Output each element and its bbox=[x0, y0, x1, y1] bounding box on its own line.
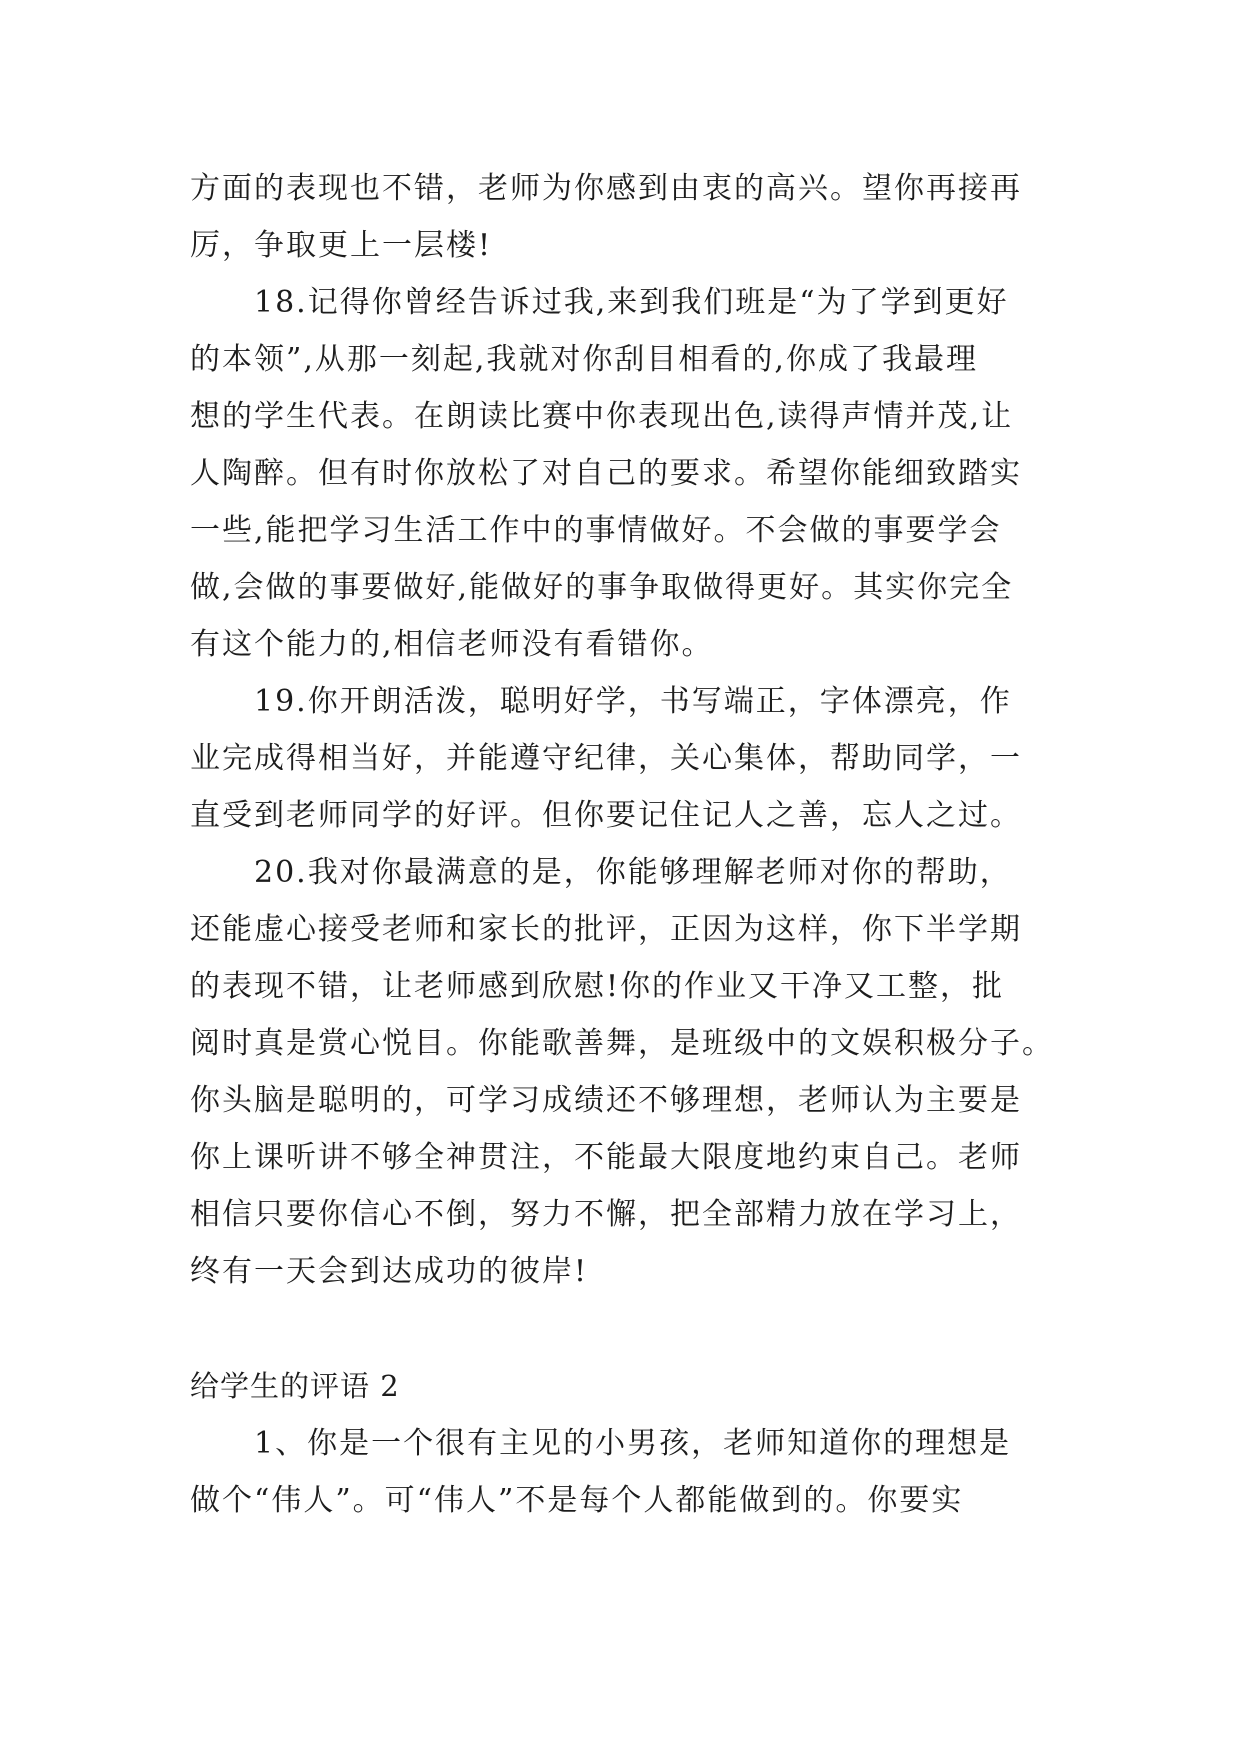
paragraph-19-start: 19.你开朗活泼，聪明好学，书写端正，字体漂亮，作 bbox=[254, 684, 1012, 719]
section-spacer bbox=[190, 1300, 1060, 1358]
document-body bbox=[190, 160, 1060, 1529]
text-line: 还能虚心接受老师和家长的批评，正因为这样，你下半学期 bbox=[190, 912, 1022, 947]
text-line: 方面的表现也不错，老师为你感到由衷的高兴。望你再接再 bbox=[190, 171, 1022, 206]
text-line: 业完成得相当好，并能遵守纪律，关心集体，帮助同学，一 bbox=[190, 741, 1022, 776]
text-line: 直受到老师同学的好评。但你要记住记人之善，忘人之过。 bbox=[190, 798, 1022, 833]
text-line: 终有一天会到达成功的彼岸! bbox=[190, 1254, 589, 1289]
text-line: 人陶醉。但有时你放松了对自己的要求。希望你能细致踏实 bbox=[190, 456, 1022, 491]
paragraph-18-start: 18.记得你曾经告诉过我,来到我们班是“为了学到更好 bbox=[254, 285, 1009, 320]
paragraph-20-start: 20.我对你最满意的是，你能够理解老师对你的帮助， bbox=[254, 855, 1012, 890]
paragraph-1-start: 1、你是一个很有主见的小男孩，老师知道你的理想是 bbox=[254, 1426, 1012, 1461]
text-line: 相信只要你信心不倒，努力不懈，把全部精力放在学习上， bbox=[190, 1197, 1022, 1232]
text-line: 一些,能把学习生活工作中的事情做好。不会做的事要学会 bbox=[190, 513, 1002, 548]
text-line: 有这个能力的,相信老师没有看错你。 bbox=[190, 627, 714, 662]
text-line: 你上课听讲不够全神贯注，不能最大限度地约束自己。老师 bbox=[190, 1140, 1022, 1175]
text-line: 你头脑是聪明的，可学习成绩还不够理想，老师认为主要是 bbox=[190, 1083, 1022, 1118]
text-line: 想的学生代表。在朗读比赛中你表现出色,读得声情并茂,让 bbox=[190, 399, 1014, 434]
text-line: 的表现不错，让老师感到欣慰!你的作业又干净又工整，批 bbox=[190, 969, 1005, 1004]
section-heading: 给学生的评语 2 bbox=[190, 1369, 400, 1403]
text-line: 的本领”,从那一刻起,我就对你刮目相看的,你成了我最理 bbox=[190, 342, 978, 377]
text-line: 做,会做的事要做好,能做好的事争取做得更好。其实你完全 bbox=[190, 570, 1014, 605]
text-line: 厉，争取更上一层楼! bbox=[190, 228, 493, 263]
text-line: 阅时真是赏心悦目。你能歌善舞，是班级中的文娱积极分子。 bbox=[190, 1026, 1054, 1061]
text-line: 做个“伟人”。可“伟人”不是每个人都能做到的。你要实 bbox=[190, 1483, 964, 1518]
